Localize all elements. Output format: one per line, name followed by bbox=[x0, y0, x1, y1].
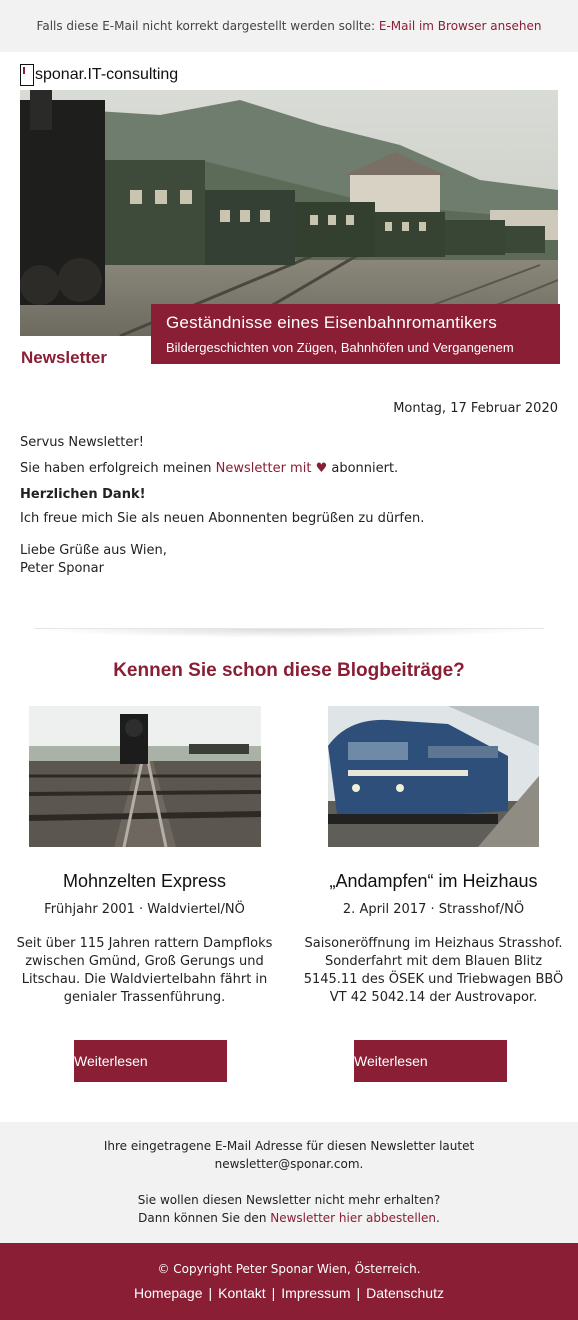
footer-bar bbox=[0, 1243, 578, 1320]
read-more-button[interactable]: Weiterlesen bbox=[74, 1040, 227, 1082]
hero-train-image bbox=[20, 90, 558, 336]
hero-banner-title: Geständnisse eines Eisenbahnromantikers bbox=[166, 313, 497, 332]
greeting: Servus Newsletter! bbox=[20, 435, 144, 450]
footer-link-separator: | bbox=[356, 1285, 361, 1301]
blog-post-meta: 2. April 2017 · Strasshof/NÖ bbox=[342, 902, 525, 917]
blog-post-card bbox=[289, 706, 578, 1007]
signature-name: Peter Sponar bbox=[20, 561, 104, 576]
message-body bbox=[0, 401, 578, 578]
unsubscribe-question: Sie wollen diesen Newsletter nicht mehr erhalten? bbox=[137, 1193, 441, 1207]
date: Montag, 17 Februar 2020 bbox=[393, 401, 558, 416]
footer-info bbox=[0, 1122, 578, 1243]
blog-post-title[interactable]: Mohnzelten Express bbox=[62, 871, 227, 891]
logo-mark-icon bbox=[20, 64, 34, 86]
read-more-button[interactable]: Weiterlesen bbox=[354, 1040, 507, 1082]
section-divider bbox=[34, 628, 544, 638]
footer-link-separator: | bbox=[271, 1285, 276, 1301]
blog-post-title[interactable]: „Andampfen“ im Heizhaus bbox=[329, 871, 538, 891]
footer-link-kontakt[interactable]: Kontakt bbox=[218, 1285, 266, 1301]
heart-icon: ♥ bbox=[315, 461, 328, 476]
subscribed-line bbox=[20, 460, 558, 478]
footer-links bbox=[0, 1285, 578, 1301]
signature-block bbox=[20, 542, 558, 578]
unsubscribe-line bbox=[0, 1209, 578, 1227]
blog-post-meta: Frühjahr 2001 · Waldviertel/NÖ bbox=[44, 902, 245, 917]
unsubscribe-link[interactable]: Newsletter hier abbestellen bbox=[270, 1211, 436, 1225]
footer-link-separator: | bbox=[208, 1285, 213, 1301]
hero-banner bbox=[151, 304, 560, 364]
thanks-text: Herzlichen Dank! bbox=[20, 487, 146, 502]
welcome-text: Ich freue mich Sie als neuen Abonnenten begrüßen zu dürfen. bbox=[20, 511, 425, 526]
footer-link-datenschutz[interactable]: Datenschutz bbox=[366, 1285, 444, 1301]
blog-post-image[interactable] bbox=[328, 706, 539, 847]
subscribed-suffix: abonniert. bbox=[327, 461, 399, 476]
view-in-browser-link[interactable]: E-Mail im Browser ansehen bbox=[378, 19, 542, 33]
blog-post-excerpt: Saisoneröffnung im Heizhaus Strasshof. Sonderfahrt mit dem Blauen Blitz 5145.11 des ÖSEK und Triebwagen BBÖ VT 42 5042.14 der Austrovapor. bbox=[303, 936, 564, 1005]
unsubscribe-suffix: . bbox=[435, 1211, 440, 1225]
preheader bbox=[0, 0, 578, 52]
newsletter-link[interactable]: Newsletter mit bbox=[215, 461, 316, 476]
footer-link-impressum[interactable]: Impressum bbox=[281, 1285, 351, 1301]
brand-logo[interactable] bbox=[0, 52, 578, 90]
blog-post-excerpt: Seit über 115 Jahren rattern Dampfloks zwischen Gmünd, Groß Gerungs und Litschau. Die Waldviertelbahn fährt in genialer Trassenführung. bbox=[16, 936, 273, 1005]
hero-banner-subtitle: Bildergeschichten von Zügen, Bahnhöfen und Vergangenem bbox=[166, 340, 514, 355]
unsubscribe-prefix: Dann können Sie den bbox=[138, 1211, 271, 1225]
blog-posts bbox=[0, 706, 578, 1007]
footer-link-homepage[interactable]: Homepage bbox=[134, 1285, 203, 1301]
copyright: © Copyright Peter Sponar Wien, Österreich. bbox=[157, 1262, 421, 1276]
blog-post-card bbox=[0, 706, 289, 1007]
registered-email: newsletter@sponar.com. bbox=[214, 1157, 364, 1171]
blog-post-image[interactable] bbox=[29, 706, 261, 847]
regards-text: Liebe Grüße aus Wien, bbox=[20, 543, 167, 558]
hero-newsletter-label: Newsletter bbox=[21, 348, 107, 367]
preheader-text: Falls diese E-Mail nicht korrekt dargestellt werden sollte: bbox=[36, 19, 379, 33]
registered-email-text: Ihre eingetragene E-Mail Adresse für diesen Newsletter lautet bbox=[103, 1139, 475, 1153]
subscribed-prefix: Sie haben erfolgreich meinen bbox=[20, 461, 216, 476]
hero bbox=[20, 90, 558, 366]
logo-text: sponar.IT-consulting bbox=[35, 66, 179, 83]
blog-heading: Kennen Sie schon diese Blogbeiträge? bbox=[113, 660, 465, 681]
